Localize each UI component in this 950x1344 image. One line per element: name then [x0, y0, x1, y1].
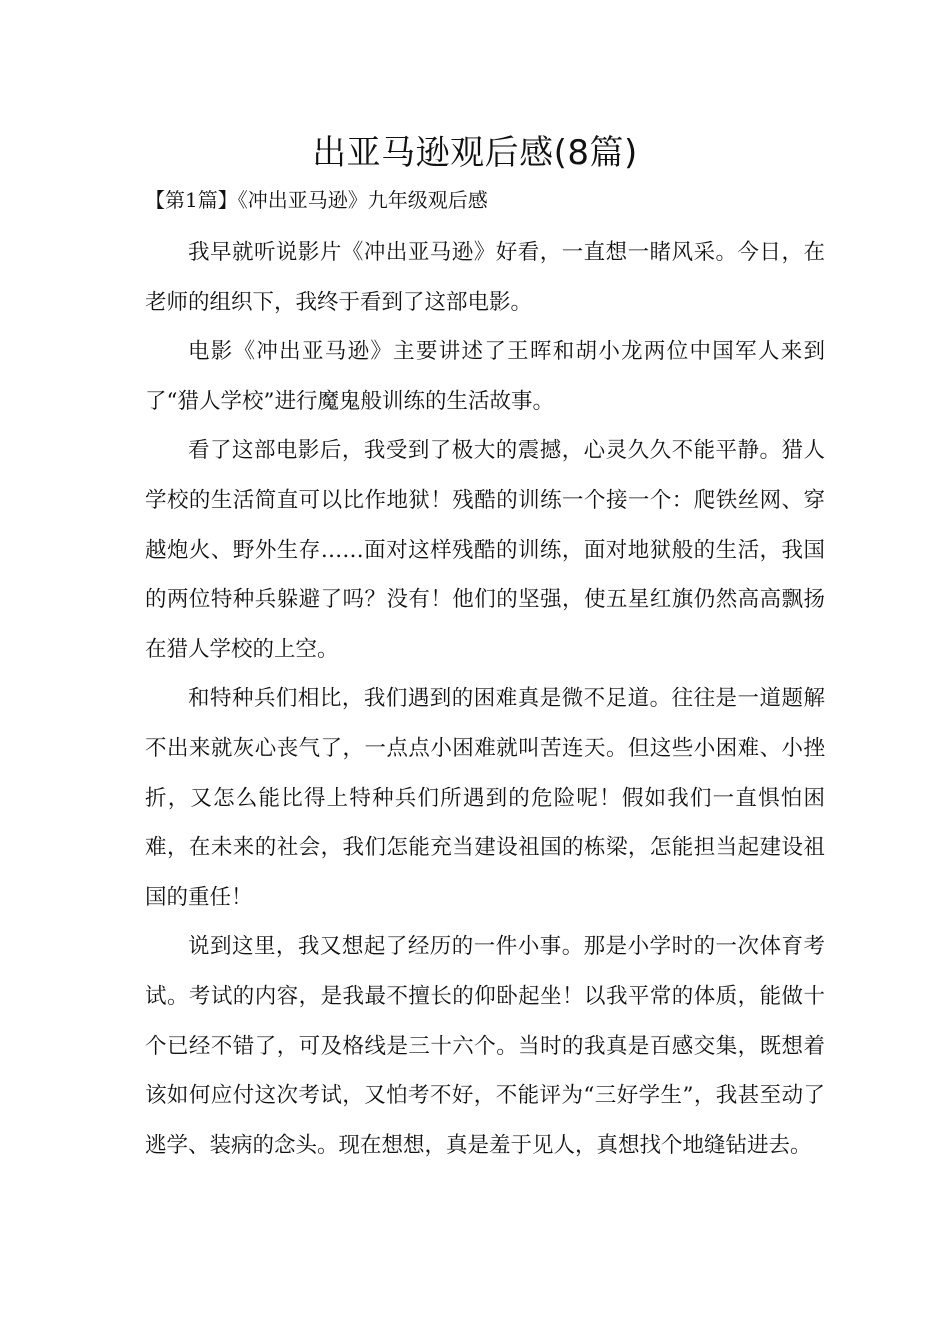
- document-body: [145, 228, 825, 1170]
- paragraph: 看了这部电影后，我受到了极大的震撼，心灵久久不能平静。猎人学校的生活简直可以比作地狱！残酷的训练一个接一个：爬铁丝网、穿越炮火、野外生存……面对这样残酷的训练，面对地狱般的生活，我国的两位特种兵躲避了吗？没有！他们的坚强，使五星红旗仍然高高飘扬在猎人学校的上空。: [145, 438, 825, 662]
- document-title: 出亚马逊观后感(8篇): [312, 133, 638, 173]
- paragraph: 说到这里，我又想起了经历的一件小事。那是小学时的一次体育考试。考试的内容，是我最不擅长的仰卧起坐！以我平常的体质，能做十个已经不错了，可及格线是三十六个。当时的我真是百感交集，既想着该如何应付这次考试，又怕考不好，不能评为“三好学生”，我甚至动了逃学、装病的念头。现在想想，真是羞于见人，真想找个地缝钻进去。: [145, 934, 825, 1158]
- section-heading: 【第1篇】《冲出亚马逊》九年级观后感: [145, 188, 488, 212]
- paragraph: 我早就听说影片《冲出亚马逊》好看，一直想一睹风采。今日，在老师的组织下，我终于看到了这部电影。: [145, 240, 825, 315]
- paragraph: 和特种兵们相比，我们遇到的困难真是微不足道。往往是一道题解不出来就灰心丧气了，一点点小困难就叫苦连天。但这些小困难、小挫折，又怎么能比得上特种兵们所遇到的危险呢！假如我们一直惧怕困难，在未来的社会，我们怎能充当建设祖国的栋梁，怎能担当起建设祖国的重任！: [145, 686, 825, 910]
- paragraph: 电影《冲出亚马逊》主要讲述了王晖和胡小龙两位中国军人来到了“猎人学校”进行魔鬼般训练的生活故事。: [145, 339, 825, 414]
